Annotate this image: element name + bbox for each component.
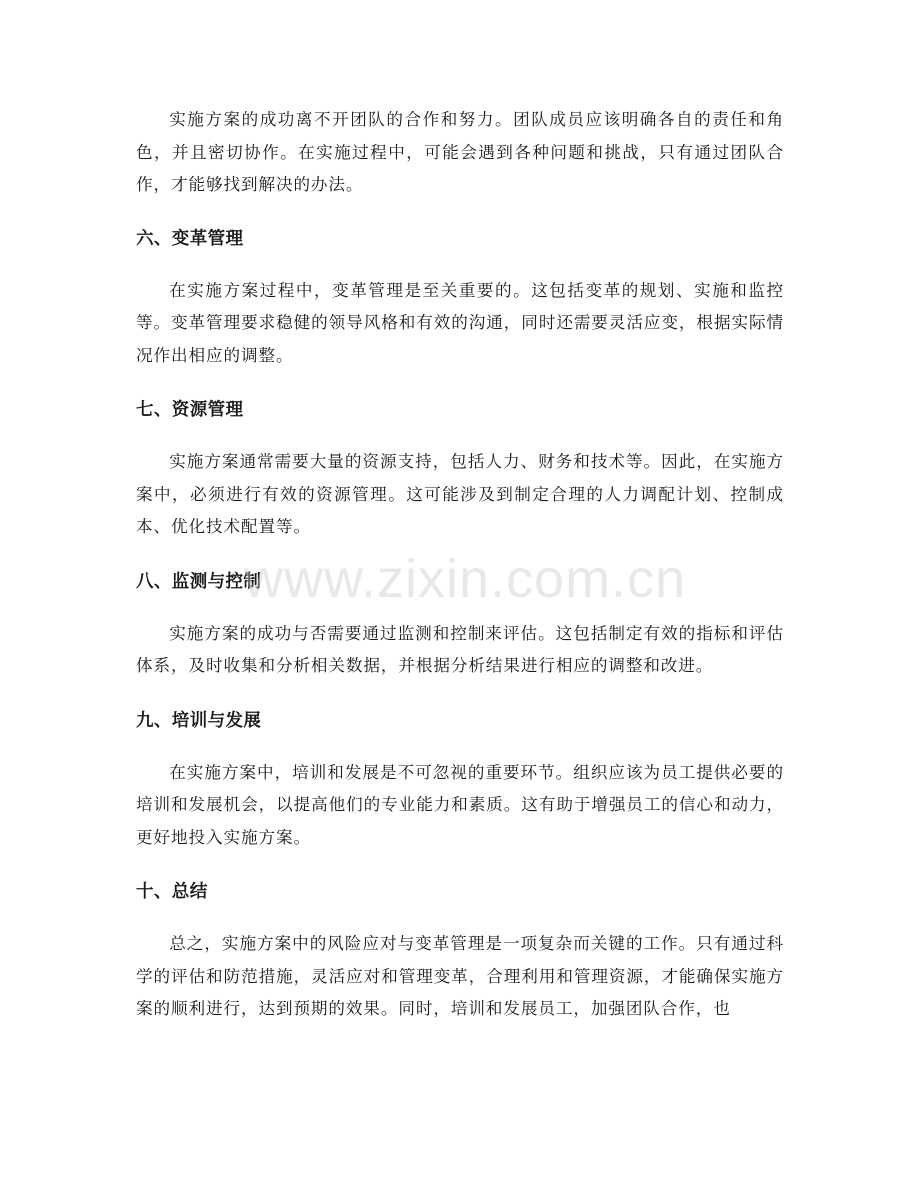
section-heading-monitoring-control: 八、监测与控制 — [136, 571, 262, 592]
watermark: www.zixin.com.cn — [244, 549, 687, 609]
section-heading-training-development: 九、培训与发展 — [136, 710, 262, 731]
section-body-monitoring-control: 实施方案的成功与否需要通过监测和控制来评估。这包括制定有效的指标和评估体系，及时收集和分析相关数据，并根据分析结果进行相应的调整和改进。 — [136, 623, 784, 675]
section-heading-resource-management: 七、资源管理 — [136, 400, 244, 420]
section-body-resource-management: 实施方案通常需要大量的资源支持，包括人力、财务和技术等。因此，在实施方案中，必须进行有效的资源管理。这可能涉及到制定合理的人力调配计划、控制成本、优化技术配置等。 — [136, 452, 784, 536]
intro-paragraph: 实施方案的成功离不开团队的合作和努力。团队成员应该明确各自的责任和角色，并且密切协作。在实施过程中，可能会遇到各种问题和挑战，只有通过团队合作，才能够找到解决的办法。 — [136, 110, 784, 194]
section-heading-summary: 十、总结 — [136, 882, 208, 902]
section-heading-change-management: 六、变革管理 — [136, 228, 244, 249]
document-body — [136, 104, 784, 1026]
section-body-summary: 总之，实施方案中的风险应对与变革管理是一项复杂而关键的工作。只有通过科学的评估和防范措施，灵活应对和管理变革，合理利用和管理资源，才能确保实施方案的顺利进行，达到预期的效果。同时，培训和发展员工，加强团队合作，也 — [136, 934, 784, 1018]
section-body-training-development: 在实施方案中，培训和发展是不可忽视的重要环节。组织应该为员工提供必要的培训和发展机会，以提高他们的专业能力和素质。这有助于增强员工的信心和动力，更好地投入实施方案。 — [136, 762, 784, 847]
section-body-change-management: 在实施方案过程中，变革管理是至关重要的。这包括变革的规划、实施和监控等。变革管理要求稳健的领导风格和有效的沟通，同时还需要灵活应变，根据实际情况作出相应的调整。 — [136, 280, 784, 365]
